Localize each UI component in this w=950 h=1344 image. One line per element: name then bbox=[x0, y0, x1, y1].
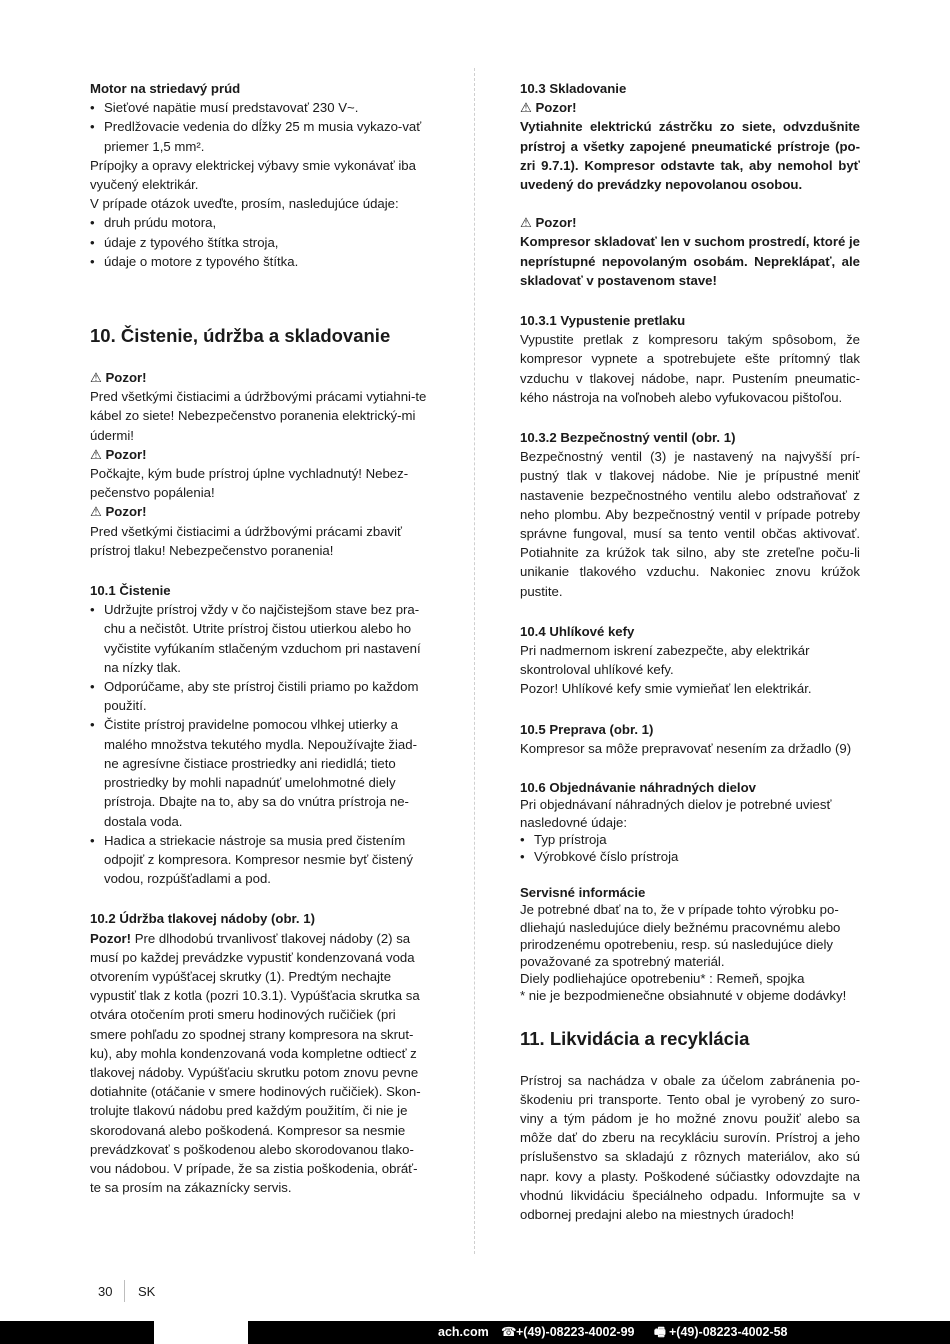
list-item: • Odporúčame, aby ste prístroj čistili priamo po každom použití. bbox=[90, 677, 428, 715]
footer-bar-left bbox=[0, 1321, 154, 1344]
warning-text: Pred všetkými čistiacimi a údržbovými prácami zbaviť prístroj tlaku! Nebezpečenstvo poranenia! bbox=[90, 523, 403, 558]
motor-paragraph: V prípade otázok uveďte, prosím, nasledujúce údaje: bbox=[90, 196, 399, 212]
warning-heading: ⚠ Pozor! bbox=[520, 215, 577, 231]
section-10-3-heading: 10.3 Skladovanie bbox=[520, 81, 627, 96]
warning-icon: ⚠ bbox=[90, 446, 102, 462]
phone-icon: ☎ bbox=[501, 1325, 517, 1339]
section-10-2-text: Pozor! Pre dlhodobú trvanlivosť tlakovej nádoby (2) sa musí po každej prevádzke vypustiť kondenzovaná voda otvorením vypúšťacej skrutky (1). Predtým nechajte vypustiť tlak z kotla (pozri 10.3.1). Vypúšťacia skrutka sa otvára otočením proti smeru hodinových ručičiek (pri smere pohľadu zo spodnej strany kompresora na skrut-ku), aby mohla kondenzovaná voda kompletne odtiecť z tlakovej nádoby. Vypúšťaciu skrutku potom znovu pevne dotiahnite (otáčanie v smere hodinových ručičiek). Skon-trolujte tlakovú nádobu pred každým použitím, či nie je skorodovaná alebo poškodená. Kompresor sa nesmie prevádzkovať s poškodenou alebo skorodovanou tlako-vou nádobou. V prípade, že sa zistia poškodenia, obráť-te sa prosím na zákaznícky servis. bbox=[90, 930, 421, 1196]
cleaning-list bbox=[90, 600, 428, 888]
section-10-4-text: Pri nadmernom iskrení zabezpečte, aby elektrikár skontroloval uhlíkové kefy. bbox=[520, 643, 810, 678]
warning-heading: ⚠ Pozor! bbox=[520, 100, 577, 116]
section-10-heading: 10. Čistenie, údržba a skladovanie bbox=[90, 325, 391, 347]
warning-heading: ⚠ Pozor! bbox=[90, 370, 147, 386]
footer-phone: +(49)-08223-4002-99 bbox=[516, 1325, 635, 1339]
list-item: • Typ prístroja bbox=[520, 831, 860, 848]
warning-icon: ⚠ bbox=[90, 370, 102, 386]
warning-icon: ⚠ bbox=[90, 504, 102, 520]
footer-fax: +(49)-08223-4002-58 bbox=[669, 1325, 788, 1339]
section-10-4-heading: 10.4 Uhlíkové kefy bbox=[520, 623, 635, 639]
section-10-3-2-heading: 10.3.2 Bezpečnostný ventil (obr. 1) bbox=[520, 430, 736, 446]
list-item: • údaje o motore z typového štítka. bbox=[90, 252, 428, 271]
language-code: SK bbox=[138, 1284, 156, 1299]
service-info-wear-parts: Diely podliehajúce opotrebeniu* : Remeň, spojka bbox=[520, 971, 805, 987]
footer-contact-bar bbox=[248, 1321, 950, 1344]
warning-text: Počkajte, kým bude prístroj úplne vychladnutý! Nebez-pečenstvo popálenia! bbox=[90, 466, 409, 501]
warning-text: Pred všetkými čistiacimi a údržbovými prácami vytiahni-te kábel zo siete! Nebezpečenstvo poranenia elektrický-mi údermi! bbox=[90, 389, 427, 443]
warning-heading: ⚠ Pozor! bbox=[90, 446, 147, 462]
list-item: • Čistite prístroj pravidelne pomocou vlhkej utierky a malého množstva tekutého mydla. Nepoužívajte žiad-ne agresívne čistiace prostriedky ani riedidlá; tieto prostriedky by mohli napadnúť umelohmotné diely prístroja. Dbajte na to, aby sa do vnútra prístroja ne-dostala voda. bbox=[90, 715, 428, 830]
section-10-5-text: Kompresor sa môže prepravovať nesením za držadlo (9) bbox=[520, 740, 852, 756]
section-10-4-note: Pozor! Uhlíkové kefy smie vymieňať len elektrikár. bbox=[520, 681, 812, 697]
service-info-text: Je potrebné dbať na to, že v prípade tohto výrobku po-dliehajú nasledujúce diely bežnému pracovnému alebo prirodzenému opotrebeniu, resp. sú nasledujúce diely považované za spotrebný materiál. bbox=[520, 902, 841, 969]
warning-text: Kompresor skladovať len v suchom prostredí, ktoré je neprístupné nepovolaným osobám. Nepreklápať, ale skladovať v postavenom stave! bbox=[520, 234, 860, 288]
right-column bbox=[520, 79, 860, 1224]
section-10-1-heading: 10.1 Čistenie bbox=[90, 583, 171, 599]
motor-list bbox=[90, 98, 428, 156]
spare-parts-list bbox=[520, 831, 860, 865]
motor-paragraph: Prípojky a opravy elektrickej výbavy smie vykonávať iba vyučený elektrikár. bbox=[90, 157, 416, 193]
section-10-6-heading: 10.6 Objednávanie náhradných dielov bbox=[520, 780, 756, 796]
section-11-text: Prístroj sa nachádza v obale za účelom zabránenia po-škodeniu pri transporte. Tento obal je vyrobený zo suro-viny a tým pádom je ho možné znovu použiť alebo sa môže dať do zberu na recykláciu surovín. Prístroj a jeho príslušenstvo sa skladajú z rôznych materiálov, ako sú napr. kovy a plasty. Poškodené súčiastky odovzdajte na vhodnú likvidáciu špeciálneho odpadu. Informujte sa v odbornej predajni alebo na miestnych úradoch! bbox=[520, 1072, 860, 1222]
motor-details-list bbox=[90, 213, 428, 271]
section-11-heading: 11. Likvidácia a recyklácia bbox=[520, 1027, 750, 1049]
list-item: • Výrobkové číslo prístroja bbox=[520, 848, 860, 865]
list-item: • Predlžovacie vedenia do dĺžky 25 m musia vykazo-vať priemer 1,5 mm². bbox=[90, 117, 428, 155]
list-item: • údaje z typového štítka stroja, bbox=[90, 233, 428, 252]
fax-icon: 🖷 bbox=[654, 1325, 666, 1339]
section-10-3-2-text: Bezpečnostný ventil (3) je nastavený na najvyšší prí-pustný tlak v tlakovej nádobe. Nie je prípustné meniť nastavenie bezpečnostného ventilu alebo odstraňovať z neho plombu. Aby bezpečnostný ventil v prípade potreby správne fungoval, musí sa tento ventil občas aktivovať. Potiahnite za krúžok tak silno, aby ste zreteľne poču-li unikanie tlakového vzduchu. Nakoniec znovu krúžok pustite. bbox=[520, 449, 860, 599]
section-10-2-heading: 10.2 Údržba tlakovej nádoby (obr. 1) bbox=[90, 911, 315, 927]
section-10-3-1-heading: 10.3.1 Vypustenie pretlaku bbox=[520, 313, 686, 329]
list-item: • Hadica a striekacie nástroje sa musia pred čistením odpojiť z kompresora. Kompresor nesmie byť čistený vodou, rozpúšťadlami a pod. bbox=[90, 831, 428, 889]
warning-icon: ⚠ bbox=[520, 100, 532, 116]
list-item: • Sieťové napätie musí predstavovať 230 V~. bbox=[90, 98, 428, 117]
column-divider bbox=[474, 68, 475, 1254]
list-item: • Udržujte prístroj vždy v čo najčistejšom stave bez pra-chu a nečistôt. Utrite prístroj čistou utierkou alebo ho vyčistite vyfúkaním stlačeným vzduchom pri nastavení na nízky tlak. bbox=[90, 600, 428, 677]
warning-text: Vytiahnite elektrickú zástrčku zo siete, odvzdušnite prístroj a všetky zapojené pneumatické prístroje (po-zri 9.7.1). Kompresor odstavte tak, aby nemohol byť uvedený do prevádzky nepovolanou osobou. bbox=[520, 119, 860, 193]
footer-website: ach.com bbox=[438, 1325, 489, 1339]
section-10-5-heading: 10.5 Preprava (obr. 1) bbox=[520, 721, 654, 737]
motor-title: Motor na striedavý prúd bbox=[90, 81, 241, 96]
service-info-heading: Servisné informácie bbox=[520, 885, 646, 901]
page-number: 30 bbox=[98, 1284, 113, 1299]
service-info-note: * nie je bezpodmienečne obsiahnuté v objeme dodávky! bbox=[520, 988, 847, 1004]
left-column bbox=[90, 79, 428, 1197]
section-10-6-text: Pri objednávaní náhradných dielov je potrebné uviesť nasledovné údaje: bbox=[520, 797, 832, 830]
list-item: • druh prúdu motora, bbox=[90, 213, 428, 232]
warning-icon: ⚠ bbox=[520, 215, 532, 231]
section-10-3-1-text: Vypustite pretlak z kompresoru takým spôsobom, že kompresor vypnete a spotrebujete ešte prítomný tlak vzduchu v tlakovej nádobe, napr. Pustením pneumatic-kého nástroja na voľnobeh alebo vyfukovacou pištoľou. bbox=[520, 332, 860, 405]
warning-heading: ⚠ Pozor! bbox=[90, 504, 147, 520]
footer-divider bbox=[124, 1280, 125, 1302]
